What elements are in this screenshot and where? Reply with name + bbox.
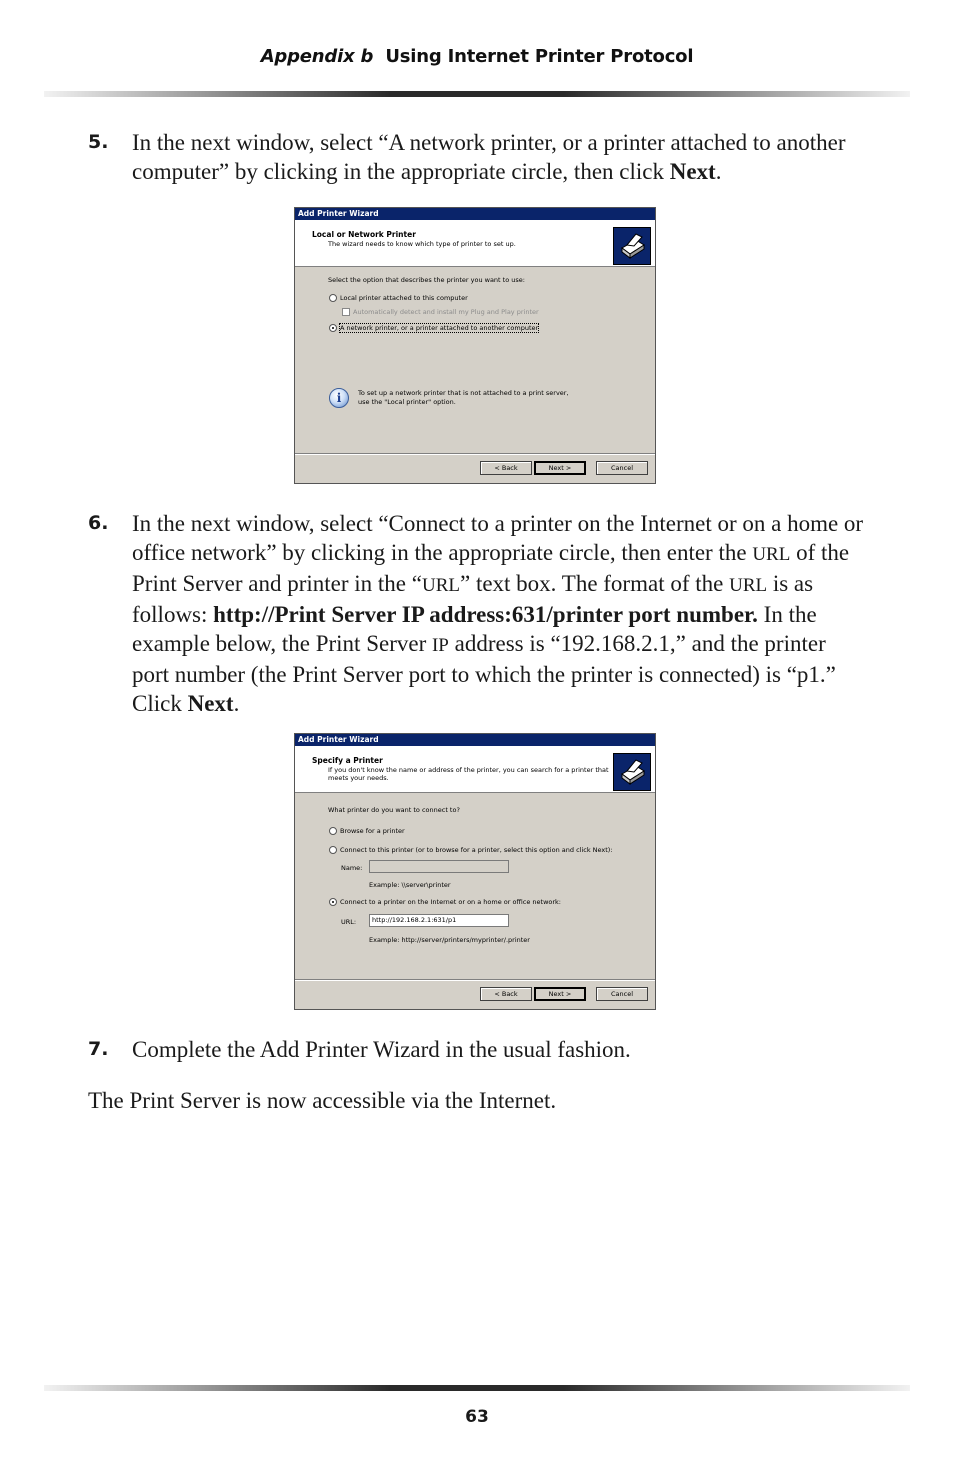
dialog-heading: Specify a Printer — [312, 756, 383, 765]
text-run: address is “192.168.2.1,” and the printer port number (the Print Server port to which the printer is connected) is “p1.” Click — [132, 631, 836, 716]
running-header — [0, 46, 954, 67]
radio-connect-name[interactable] — [329, 846, 337, 854]
next-button[interactable]: Next > — [534, 461, 586, 475]
info-line-1: To set up a network printer that is not attached to a print server, — [358, 389, 569, 397]
url-input[interactable]: http://192.168.2.1:631/p1 — [369, 914, 509, 927]
name-label: Name: — [341, 864, 363, 872]
option-browse-label: Browse for a printer — [340, 827, 405, 835]
step-text — [132, 509, 868, 718]
back-button[interactable]: < Back — [480, 987, 532, 1001]
step-text — [132, 1035, 868, 1064]
radio-network-printer[interactable] — [329, 324, 337, 332]
option-network-label: A network printer, or a printer attached to another computer — [340, 324, 539, 332]
dialog-subheading: The wizard needs to know which type of printer to set up. — [328, 240, 516, 248]
dialog-title: Add Printer Wizard — [295, 734, 655, 746]
acronym-text: IP — [431, 635, 449, 656]
step-number: 7. — [88, 1038, 109, 1060]
closing-paragraph: The Print Server is now accessible via the Internet. — [88, 1088, 557, 1113]
page-number: 63 — [465, 1407, 489, 1427]
text-run: In the next window, select “A network printer, or a printer attached to another computer” by clicking in the appropriate circle, then click — [132, 130, 846, 184]
bold-text: Next — [669, 159, 716, 184]
text-run: ” text box. The format of the — [459, 571, 730, 596]
dialog-heading: Local or Network Printer — [312, 230, 416, 239]
chapter-title: Using Internet Printer Protocol — [385, 46, 694, 67]
radio-local-printer[interactable] — [329, 294, 337, 302]
option-pnp-label: Automatically detect and install my Plug and Play printer — [353, 308, 539, 316]
bold-text: http://Print Server IP address:631/printer port number. — [213, 602, 758, 627]
cancel-button[interactable]: Cancel — [596, 987, 648, 1001]
step-6 — [88, 509, 868, 718]
step-number: 5. — [88, 131, 109, 153]
text-run: Complete the Add Printer Wizard in the usual fashion. — [132, 1037, 631, 1062]
info-icon: i — [329, 388, 349, 408]
next-button[interactable]: Next > — [534, 987, 586, 1001]
acronym-text: URL — [729, 575, 768, 596]
dialog-subheading: If you don't know the name or address of the printer, you can search for a printer that meets your needs. — [328, 766, 609, 782]
dialog-title: Add Printer Wizard — [295, 208, 655, 220]
url-example: Example: http://server/printers/myprinter/.printer — [369, 936, 530, 944]
cancel-button[interactable]: Cancel — [596, 461, 648, 475]
back-button[interactable]: < Back — [480, 461, 532, 475]
text-run: is as follows: — [132, 571, 814, 627]
option-local-label: Local printer attached to this computer — [340, 294, 468, 302]
dialog-banner — [295, 220, 655, 267]
text-run: . — [715, 159, 722, 184]
step-text — [132, 128, 868, 186]
option-internet-label: Connect to a printer on the Internet or on a home or office network: — [340, 898, 561, 906]
acronym-text: URL — [421, 575, 460, 596]
text-run: In the example below, the Print Server — [132, 602, 817, 656]
dialog-prompt: Select the option that describes the printer you want to use: — [328, 276, 525, 284]
printer-icon — [613, 753, 651, 791]
checkbox-auto-detect[interactable] — [342, 308, 350, 316]
dialog-divider — [295, 453, 655, 454]
text-run: . — [233, 691, 240, 716]
dialog-divider — [295, 979, 655, 980]
dialog-prompt: What printer do you want to connect to? — [328, 806, 460, 814]
step-number: 6. — [88, 512, 109, 534]
radio-internet-printer[interactable] — [329, 898, 337, 906]
step-5 — [88, 128, 868, 186]
bold-text: Next — [187, 691, 234, 716]
add-printer-wizard-dialog-2 — [294, 733, 656, 1010]
url-label: URL: — [341, 918, 357, 926]
acronym-text: URL — [752, 544, 791, 565]
header-rule — [44, 91, 910, 97]
footer-rule — [44, 1385, 910, 1391]
step-7 — [88, 1035, 868, 1064]
name-input[interactable] — [369, 860, 509, 873]
info-line-2: use the "Local printer" option. — [358, 398, 456, 406]
text-run: In the next window, select “Connect to a printer on the Internet or on a home or office network” by clicking in the appropriate circle, then enter the — [132, 511, 864, 565]
printer-icon — [613, 227, 651, 265]
text-run: of the Print Server and printer in the “ — [132, 540, 850, 596]
radio-browse[interactable] — [329, 827, 337, 835]
add-printer-wizard-dialog-1 — [294, 207, 656, 484]
chapter-label: Appendix b — [260, 46, 374, 67]
dialog-banner — [295, 746, 655, 793]
name-example: Example: \\server\printer — [369, 881, 451, 889]
option-connect-label: Connect to this printer (or to browse for a printer, select this option and click Next): — [340, 846, 613, 854]
